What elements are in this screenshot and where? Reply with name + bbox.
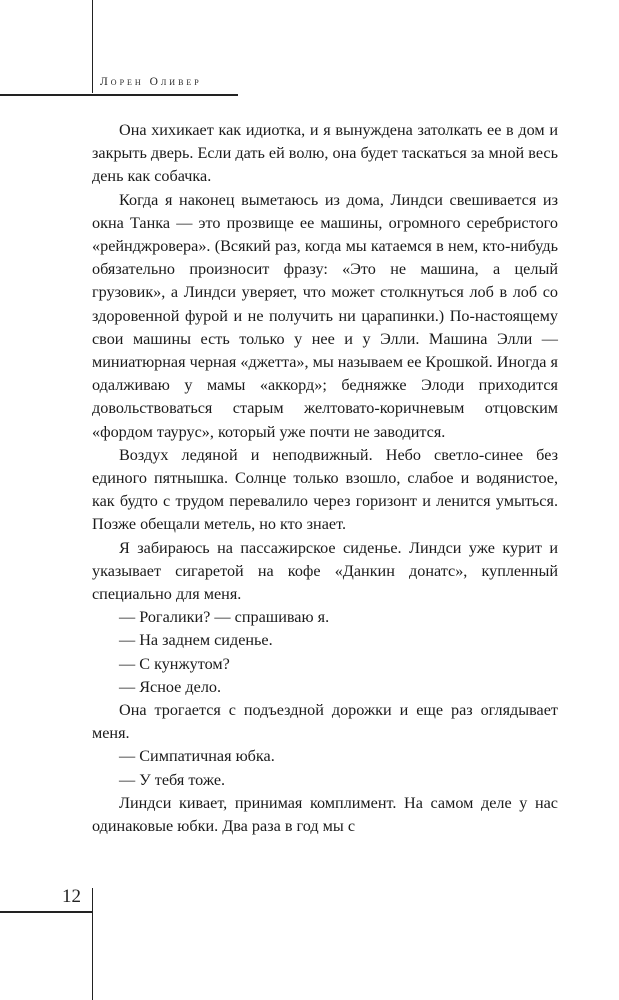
paragraph: — С кунжутом? <box>119 654 230 673</box>
running-head: Лорен Оливер <box>100 76 202 88</box>
body-text <box>92 119 558 838</box>
paragraph: — Симпатичная юбка. <box>119 747 275 766</box>
paragraph: Я забираюсь на пассажирское сиденье. Линдси уже курит и указывает сигаретой на кофе «Данкин донатс», купленный специально для меня. <box>92 538 558 604</box>
paragraph: Воздух ледяной и неподвижный. Небо светло-синее без единого пятнышка. Солнце только взошло, слабое и водянистое, как будто с трудом перевалило через горизонт и ленится умыться. Позже обещали метель, но кто знает. <box>92 445 558 534</box>
page-number: 12 <box>62 886 81 907</box>
paragraph: — На заднем сиденье. <box>119 631 273 650</box>
paragraph: — У тебя тоже. <box>119 770 226 789</box>
paragraph: — Рогалики? — спрашиваю я. <box>119 608 330 627</box>
margin-rule-bottom <box>92 888 93 1000</box>
header-rule <box>0 94 238 96</box>
paragraph: Когда я наконец выметаюсь из дома, Линдси свешивается из окна Танка — это прозвище ее машины, огромного серебристого «рейнджровера». (Всякий раз, когда мы катаемся в нем, кто-нибудь обязательно произносит фразу: «Это не машина, а целый грузовик», а Линдси уверяет, что может столкнуться лоб в лоб со здоровенной фурой и не получить ни царапинки.) По-настоящему свои машины есть только у нее и у Элли. Машина Элли — миниатюрная черная «джетта», мы называем ее Крошкой. Иногда я одалживаю у мамы «аккорд»; бедняжке Элоди приходится довольствоваться старым желтовато-коричневым отцовским «фордом таурус», который уже почти не заводится. <box>92 190 558 441</box>
paragraph: Она трогается с подъездной дорожки и еще раз оглядывает меня. <box>92 701 558 743</box>
footer-rule <box>0 911 92 913</box>
paragraph: Она хихикает как идиотка, и я вынуждена затолкать ее в дом и закрыть дверь. Если дать ей волю, она будет таскаться за мной весь день как собачка. <box>92 121 558 186</box>
paragraph: Линдси кивает, принимая комплимент. На самом деле у нас одинаковые юбки. Два раза в год мы с <box>92 793 558 836</box>
margin-rule-top <box>92 0 93 93</box>
paragraph: — Ясное дело. <box>119 677 222 696</box>
